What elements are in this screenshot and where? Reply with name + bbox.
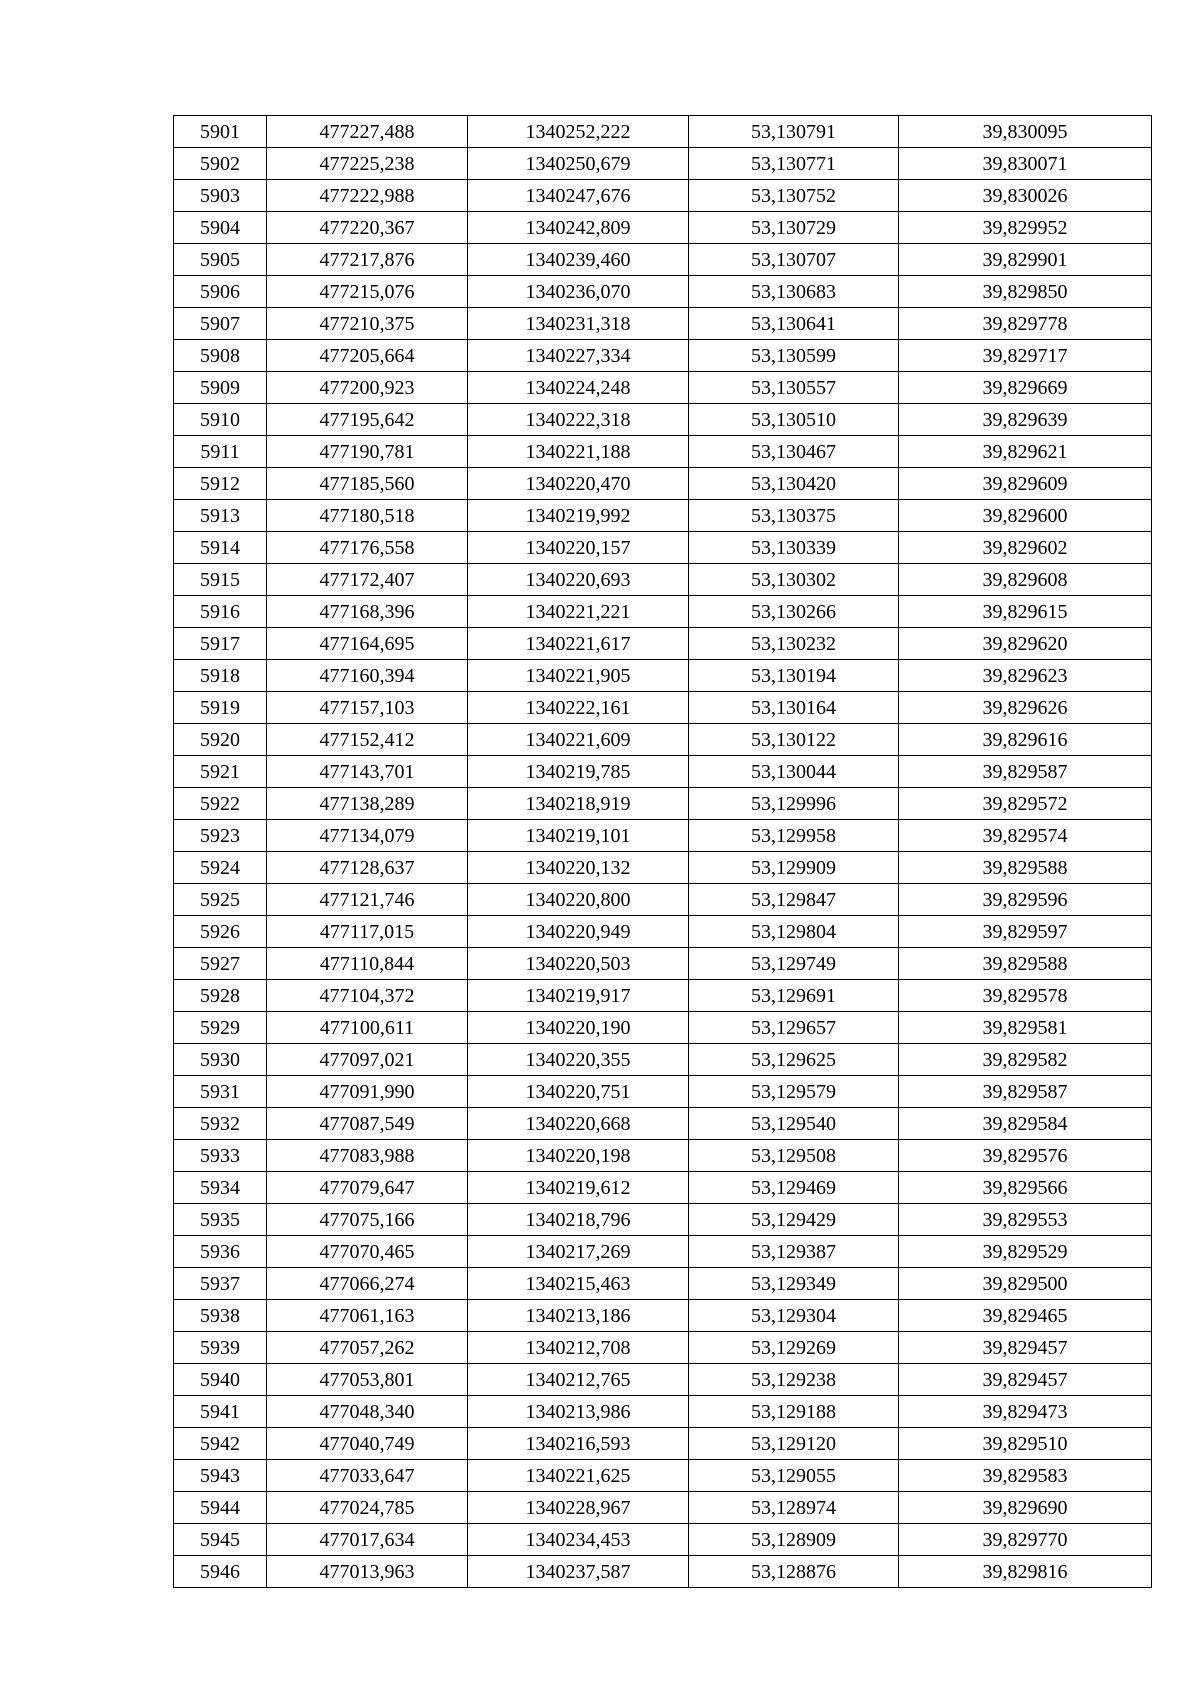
point-number-cell: 5902 [174, 148, 267, 180]
x-coordinate-cell: 477079,647 [267, 1172, 468, 1204]
latitude-cell: 53,129847 [689, 884, 899, 916]
x-coordinate-cell: 477205,664 [267, 340, 468, 372]
point-number-cell: 5911 [174, 436, 267, 468]
x-coordinate-cell: 477128,637 [267, 852, 468, 884]
longitude-cell: 39,829602 [899, 532, 1152, 564]
point-number-cell: 5940 [174, 1364, 267, 1396]
x-coordinate-cell: 477180,518 [267, 500, 468, 532]
latitude-cell: 53,129120 [689, 1428, 899, 1460]
y-coordinate-cell: 1340220,190 [468, 1012, 689, 1044]
longitude-cell: 39,829582 [899, 1044, 1152, 1076]
latitude-cell: 53,130599 [689, 340, 899, 372]
table-row [174, 1492, 1152, 1524]
longitude-cell: 39,829457 [899, 1332, 1152, 1364]
latitude-cell: 53,129387 [689, 1236, 899, 1268]
longitude-cell: 39,829600 [899, 500, 1152, 532]
table-row [174, 1076, 1152, 1108]
point-number-cell: 5913 [174, 500, 267, 532]
x-coordinate-cell: 477017,634 [267, 1524, 468, 1556]
x-coordinate-cell: 477215,076 [267, 276, 468, 308]
x-coordinate-cell: 477057,262 [267, 1332, 468, 1364]
y-coordinate-cell: 1340216,593 [468, 1428, 689, 1460]
point-number-cell: 5904 [174, 212, 267, 244]
point-number-cell: 5917 [174, 628, 267, 660]
point-number-cell: 5924 [174, 852, 267, 884]
point-number-cell: 5946 [174, 1556, 267, 1588]
latitude-cell: 53,130302 [689, 564, 899, 596]
longitude-cell: 39,829626 [899, 692, 1152, 724]
point-number-cell: 5936 [174, 1236, 267, 1268]
y-coordinate-cell: 1340221,617 [468, 628, 689, 660]
longitude-cell: 39,829609 [899, 468, 1152, 500]
longitude-cell: 39,829597 [899, 916, 1152, 948]
table-row [174, 276, 1152, 308]
longitude-cell: 39,829529 [899, 1236, 1152, 1268]
y-coordinate-cell: 1340221,905 [468, 660, 689, 692]
longitude-cell: 39,829639 [899, 404, 1152, 436]
point-number-cell: 5939 [174, 1332, 267, 1364]
latitude-cell: 53,128909 [689, 1524, 899, 1556]
y-coordinate-cell: 1340222,161 [468, 692, 689, 724]
latitude-cell: 53,129304 [689, 1300, 899, 1332]
longitude-cell: 39,829850 [899, 276, 1152, 308]
latitude-cell: 53,130164 [689, 692, 899, 724]
longitude-cell: 39,829587 [899, 1076, 1152, 1108]
point-number-cell: 5938 [174, 1300, 267, 1332]
y-coordinate-cell: 1340237,587 [468, 1556, 689, 1588]
y-coordinate-cell: 1340220,132 [468, 852, 689, 884]
point-number-cell: 5937 [174, 1268, 267, 1300]
longitude-cell: 39,829615 [899, 596, 1152, 628]
latitude-cell: 53,129540 [689, 1108, 899, 1140]
x-coordinate-cell: 477100,611 [267, 1012, 468, 1044]
x-coordinate-cell: 477087,549 [267, 1108, 468, 1140]
x-coordinate-cell: 477110,844 [267, 948, 468, 980]
table-row [174, 948, 1152, 980]
table-row [174, 596, 1152, 628]
x-coordinate-cell: 477143,701 [267, 756, 468, 788]
y-coordinate-cell: 1340220,355 [468, 1044, 689, 1076]
x-coordinate-cell: 477097,021 [267, 1044, 468, 1076]
x-coordinate-cell: 477185,560 [267, 468, 468, 500]
y-coordinate-cell: 1340219,785 [468, 756, 689, 788]
longitude-cell: 39,829465 [899, 1300, 1152, 1332]
table-row [174, 564, 1152, 596]
x-coordinate-cell: 477200,923 [267, 372, 468, 404]
latitude-cell: 53,129625 [689, 1044, 899, 1076]
x-coordinate-cell: 477164,695 [267, 628, 468, 660]
point-number-cell: 5923 [174, 820, 267, 852]
x-coordinate-cell: 477066,274 [267, 1268, 468, 1300]
latitude-cell: 53,129657 [689, 1012, 899, 1044]
latitude-cell: 53,129996 [689, 788, 899, 820]
x-coordinate-cell: 477075,166 [267, 1204, 468, 1236]
table-row [174, 1300, 1152, 1332]
longitude-cell: 39,829690 [899, 1492, 1152, 1524]
latitude-cell: 53,130266 [689, 596, 899, 628]
latitude-cell: 53,128974 [689, 1492, 899, 1524]
latitude-cell: 53,129579 [689, 1076, 899, 1108]
point-number-cell: 5915 [174, 564, 267, 596]
latitude-cell: 53,130641 [689, 308, 899, 340]
x-coordinate-cell: 477053,801 [267, 1364, 468, 1396]
y-coordinate-cell: 1340228,967 [468, 1492, 689, 1524]
y-coordinate-cell: 1340213,186 [468, 1300, 689, 1332]
table-row [174, 1108, 1152, 1140]
y-coordinate-cell: 1340215,463 [468, 1268, 689, 1300]
table-row [174, 1268, 1152, 1300]
x-coordinate-cell: 477061,163 [267, 1300, 468, 1332]
table-row [174, 1236, 1152, 1268]
y-coordinate-cell: 1340236,070 [468, 276, 689, 308]
table-row [174, 436, 1152, 468]
latitude-cell: 53,130510 [689, 404, 899, 436]
y-coordinate-cell: 1340220,503 [468, 948, 689, 980]
y-coordinate-cell: 1340213,986 [468, 1396, 689, 1428]
y-coordinate-cell: 1340218,796 [468, 1204, 689, 1236]
y-coordinate-cell: 1340217,269 [468, 1236, 689, 1268]
y-coordinate-cell: 1340219,992 [468, 500, 689, 532]
latitude-cell: 53,130707 [689, 244, 899, 276]
point-number-cell: 5907 [174, 308, 267, 340]
x-coordinate-cell: 477070,465 [267, 1236, 468, 1268]
y-coordinate-cell: 1340219,612 [468, 1172, 689, 1204]
table-row [174, 1332, 1152, 1364]
x-coordinate-cell: 477210,375 [267, 308, 468, 340]
point-number-cell: 5944 [174, 1492, 267, 1524]
x-coordinate-cell: 477040,749 [267, 1428, 468, 1460]
x-coordinate-cell: 477168,396 [267, 596, 468, 628]
x-coordinate-cell: 477138,289 [267, 788, 468, 820]
table-row [174, 340, 1152, 372]
y-coordinate-cell: 1340220,751 [468, 1076, 689, 1108]
x-coordinate-cell: 477190,781 [267, 436, 468, 468]
point-number-cell: 5914 [174, 532, 267, 564]
latitude-cell: 53,129269 [689, 1332, 899, 1364]
x-coordinate-cell: 477157,103 [267, 692, 468, 724]
table-row [174, 244, 1152, 276]
longitude-cell: 39,829816 [899, 1556, 1152, 1588]
longitude-cell: 39,829583 [899, 1460, 1152, 1492]
coordinates-table [173, 115, 1152, 1588]
point-number-cell: 5945 [174, 1524, 267, 1556]
y-coordinate-cell: 1340231,318 [468, 308, 689, 340]
latitude-cell: 53,130232 [689, 628, 899, 660]
table-row [174, 308, 1152, 340]
latitude-cell: 53,129238 [689, 1364, 899, 1396]
point-number-cell: 5926 [174, 916, 267, 948]
longitude-cell: 39,829778 [899, 308, 1152, 340]
y-coordinate-cell: 1340219,917 [468, 980, 689, 1012]
x-coordinate-cell: 477024,785 [267, 1492, 468, 1524]
y-coordinate-cell: 1340220,198 [468, 1140, 689, 1172]
point-number-cell: 5921 [174, 756, 267, 788]
x-coordinate-cell: 477220,367 [267, 212, 468, 244]
longitude-cell: 39,829952 [899, 212, 1152, 244]
point-number-cell: 5933 [174, 1140, 267, 1172]
longitude-cell: 39,830026 [899, 180, 1152, 212]
table-row [174, 116, 1152, 148]
y-coordinate-cell: 1340212,708 [468, 1332, 689, 1364]
point-number-cell: 5927 [174, 948, 267, 980]
latitude-cell: 53,129804 [689, 916, 899, 948]
longitude-cell: 39,829510 [899, 1428, 1152, 1460]
latitude-cell: 53,128876 [689, 1556, 899, 1588]
point-number-cell: 5922 [174, 788, 267, 820]
x-coordinate-cell: 477195,642 [267, 404, 468, 436]
longitude-cell: 39,829620 [899, 628, 1152, 660]
longitude-cell: 39,829616 [899, 724, 1152, 756]
longitude-cell: 39,829578 [899, 980, 1152, 1012]
table-row [174, 1524, 1152, 1556]
longitude-cell: 39,830095 [899, 116, 1152, 148]
latitude-cell: 53,129429 [689, 1204, 899, 1236]
longitude-cell: 39,829576 [899, 1140, 1152, 1172]
table-row [174, 756, 1152, 788]
point-number-cell: 5929 [174, 1012, 267, 1044]
y-coordinate-cell: 1340234,453 [468, 1524, 689, 1556]
y-coordinate-cell: 1340227,334 [468, 340, 689, 372]
longitude-cell: 39,829621 [899, 436, 1152, 468]
table-row [174, 212, 1152, 244]
y-coordinate-cell: 1340221,609 [468, 724, 689, 756]
table-row [174, 692, 1152, 724]
table-row [174, 1140, 1152, 1172]
latitude-cell: 53,130557 [689, 372, 899, 404]
x-coordinate-cell: 477227,488 [267, 116, 468, 148]
latitude-cell: 53,130375 [689, 500, 899, 532]
y-coordinate-cell: 1340222,318 [468, 404, 689, 436]
latitude-cell: 53,129349 [689, 1268, 899, 1300]
point-number-cell: 5901 [174, 116, 267, 148]
point-number-cell: 5903 [174, 180, 267, 212]
table-row [174, 148, 1152, 180]
latitude-cell: 53,130467 [689, 436, 899, 468]
point-number-cell: 5908 [174, 340, 267, 372]
latitude-cell: 53,130791 [689, 116, 899, 148]
x-coordinate-cell: 477172,407 [267, 564, 468, 596]
x-coordinate-cell: 477160,394 [267, 660, 468, 692]
y-coordinate-cell: 1340221,221 [468, 596, 689, 628]
table-row [174, 1396, 1152, 1428]
latitude-cell: 53,130420 [689, 468, 899, 500]
table-row [174, 628, 1152, 660]
coordinates-table-body [174, 116, 1152, 1588]
point-number-cell: 5934 [174, 1172, 267, 1204]
table-row [174, 980, 1152, 1012]
longitude-cell: 39,829574 [899, 820, 1152, 852]
longitude-cell: 39,829572 [899, 788, 1152, 820]
longitude-cell: 39,829566 [899, 1172, 1152, 1204]
table-row [174, 724, 1152, 756]
latitude-cell: 53,130752 [689, 180, 899, 212]
x-coordinate-cell: 477033,647 [267, 1460, 468, 1492]
table-row [174, 1204, 1152, 1236]
table-row [174, 1428, 1152, 1460]
x-coordinate-cell: 477152,412 [267, 724, 468, 756]
x-coordinate-cell: 477134,079 [267, 820, 468, 852]
longitude-cell: 39,829457 [899, 1364, 1152, 1396]
latitude-cell: 53,130194 [689, 660, 899, 692]
latitude-cell: 53,130683 [689, 276, 899, 308]
longitude-cell: 39,829901 [899, 244, 1152, 276]
table-row [174, 468, 1152, 500]
longitude-cell: 39,829717 [899, 340, 1152, 372]
y-coordinate-cell: 1340221,188 [468, 436, 689, 468]
longitude-cell: 39,829584 [899, 1108, 1152, 1140]
latitude-cell: 53,129909 [689, 852, 899, 884]
longitude-cell: 39,829581 [899, 1012, 1152, 1044]
table-row [174, 1012, 1152, 1044]
y-coordinate-cell: 1340220,157 [468, 532, 689, 564]
longitude-cell: 39,829669 [899, 372, 1152, 404]
longitude-cell: 39,829596 [899, 884, 1152, 916]
table-row [174, 884, 1152, 916]
point-number-cell: 5905 [174, 244, 267, 276]
latitude-cell: 53,129188 [689, 1396, 899, 1428]
y-coordinate-cell: 1340239,460 [468, 244, 689, 276]
y-coordinate-cell: 1340212,765 [468, 1364, 689, 1396]
table-row [174, 788, 1152, 820]
point-number-cell: 5925 [174, 884, 267, 916]
latitude-cell: 53,130339 [689, 532, 899, 564]
longitude-cell: 39,829473 [899, 1396, 1152, 1428]
table-row [174, 852, 1152, 884]
x-coordinate-cell: 477222,988 [267, 180, 468, 212]
x-coordinate-cell: 477121,746 [267, 884, 468, 916]
x-coordinate-cell: 477117,015 [267, 916, 468, 948]
x-coordinate-cell: 477013,963 [267, 1556, 468, 1588]
table-row [174, 372, 1152, 404]
longitude-cell: 39,829587 [899, 756, 1152, 788]
point-number-cell: 5928 [174, 980, 267, 1012]
table-row [174, 1556, 1152, 1588]
point-number-cell: 5931 [174, 1076, 267, 1108]
longitude-cell: 39,829500 [899, 1268, 1152, 1300]
y-coordinate-cell: 1340219,101 [468, 820, 689, 852]
x-coordinate-cell: 477176,558 [267, 532, 468, 564]
point-number-cell: 5932 [174, 1108, 267, 1140]
table-row [174, 916, 1152, 948]
x-coordinate-cell: 477217,876 [267, 244, 468, 276]
point-number-cell: 5920 [174, 724, 267, 756]
point-number-cell: 5942 [174, 1428, 267, 1460]
y-coordinate-cell: 1340220,693 [468, 564, 689, 596]
point-number-cell: 5912 [174, 468, 267, 500]
y-coordinate-cell: 1340220,668 [468, 1108, 689, 1140]
table-row [174, 820, 1152, 852]
table-row [174, 660, 1152, 692]
latitude-cell: 53,129749 [689, 948, 899, 980]
y-coordinate-cell: 1340242,809 [468, 212, 689, 244]
table-row [174, 1044, 1152, 1076]
y-coordinate-cell: 1340247,676 [468, 180, 689, 212]
latitude-cell: 53,129055 [689, 1460, 899, 1492]
x-coordinate-cell: 477225,238 [267, 148, 468, 180]
y-coordinate-cell: 1340252,222 [468, 116, 689, 148]
latitude-cell: 53,130771 [689, 148, 899, 180]
point-number-cell: 5910 [174, 404, 267, 436]
point-number-cell: 5916 [174, 596, 267, 628]
y-coordinate-cell: 1340220,470 [468, 468, 689, 500]
y-coordinate-cell: 1340221,625 [468, 1460, 689, 1492]
latitude-cell: 53,130044 [689, 756, 899, 788]
table-row [174, 180, 1152, 212]
y-coordinate-cell: 1340220,800 [468, 884, 689, 916]
table-row [174, 1364, 1152, 1396]
y-coordinate-cell: 1340218,919 [468, 788, 689, 820]
latitude-cell: 53,129469 [689, 1172, 899, 1204]
y-coordinate-cell: 1340220,949 [468, 916, 689, 948]
longitude-cell: 39,829623 [899, 660, 1152, 692]
longitude-cell: 39,830071 [899, 148, 1152, 180]
point-number-cell: 5906 [174, 276, 267, 308]
point-number-cell: 5930 [174, 1044, 267, 1076]
point-number-cell: 5918 [174, 660, 267, 692]
x-coordinate-cell: 477091,990 [267, 1076, 468, 1108]
point-number-cell: 5935 [174, 1204, 267, 1236]
y-coordinate-cell: 1340250,679 [468, 148, 689, 180]
x-coordinate-cell: 477104,372 [267, 980, 468, 1012]
longitude-cell: 39,829770 [899, 1524, 1152, 1556]
table-row [174, 1460, 1152, 1492]
x-coordinate-cell: 477083,988 [267, 1140, 468, 1172]
table-row [174, 404, 1152, 436]
point-number-cell: 5943 [174, 1460, 267, 1492]
point-number-cell: 5909 [174, 372, 267, 404]
latitude-cell: 53,130122 [689, 724, 899, 756]
longitude-cell: 39,829588 [899, 948, 1152, 980]
point-number-cell: 5941 [174, 1396, 267, 1428]
longitude-cell: 39,829608 [899, 564, 1152, 596]
x-coordinate-cell: 477048,340 [267, 1396, 468, 1428]
point-number-cell: 5919 [174, 692, 267, 724]
table-row [174, 500, 1152, 532]
latitude-cell: 53,129508 [689, 1140, 899, 1172]
longitude-cell: 39,829588 [899, 852, 1152, 884]
table-row [174, 532, 1152, 564]
table-row [174, 1172, 1152, 1204]
y-coordinate-cell: 1340224,248 [468, 372, 689, 404]
longitude-cell: 39,829553 [899, 1204, 1152, 1236]
latitude-cell: 53,129691 [689, 980, 899, 1012]
latitude-cell: 53,130729 [689, 212, 899, 244]
latitude-cell: 53,129958 [689, 820, 899, 852]
